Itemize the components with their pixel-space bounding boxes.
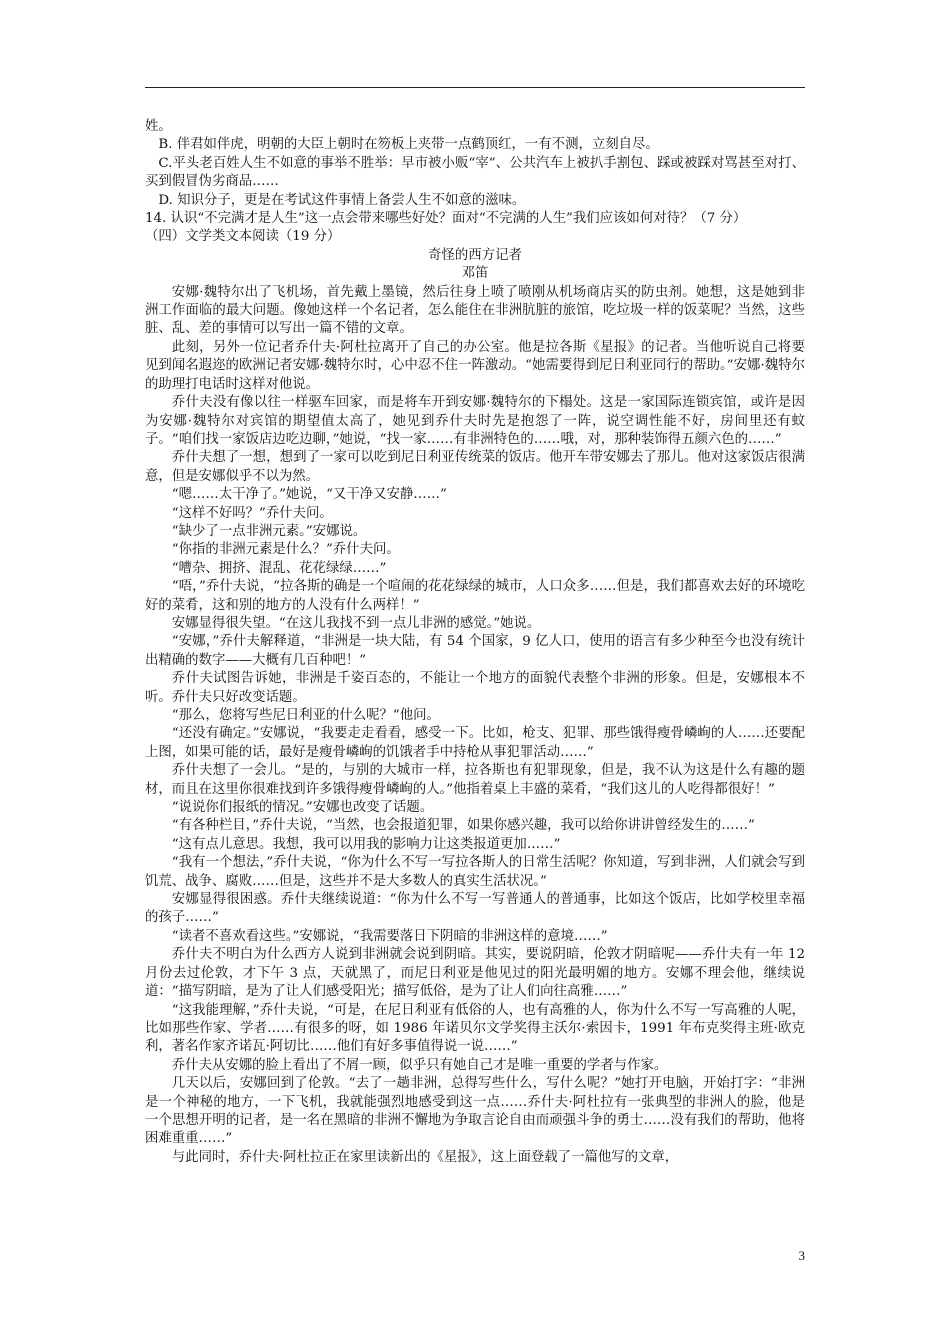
story-paragraph: 此刻，另外一位记者乔什夫·阿杜拉离开了自己的办公室。他是拉各斯《星报》的记者。当他听说自己将要见到闻名遐迩的欧洲记者安娜·魏特尔时，心中忍不住一阵激动。“她需要得到尼日利亚同行的帮助。”安娜·魏特尔的助理打电话时这样对他说。 (145, 339, 805, 392)
story-paragraph: “这样不好吗？”乔什夫问。 (171, 505, 333, 521)
story-paragraph: 安娜显得很困惑。乔什夫继续说道：“你为什么不写一写普通人的普通事，比如这个饭店，比如学校里幸福的孩子……” (145, 892, 805, 926)
story-paragraph: “安娜，”乔什夫解释道，“非洲是一块大陆，有 54 个国家，9 亿人口，使用的语言有多少种至今也没有统计出精确的数字——大概有几百种吧！” (145, 634, 805, 668)
story-paragraph: 与此同时，乔什夫·阿杜拉正在家里读新出的《星报》，这上面登载了一篇他写的文章， (171, 1149, 679, 1165)
story-paragraph: “你指的非洲元素是什么？”乔什夫问。 (171, 542, 400, 558)
header-rule (145, 87, 805, 88)
story-paragraph: 乔什夫从安娜的脸上看出了不屑一顾，似乎只有她自己才是唯一重要的学者与作家。 (171, 1057, 668, 1073)
story-author: 邓笛 (461, 266, 489, 282)
question-13-option-d: D. 知识分子，更是在考试这件事情上备尝人生不如意的滋味。 (158, 192, 526, 208)
page-number: 3 (798, 1248, 805, 1263)
story-paragraph: “嘈杂、拥挤、混乱、花花绿绿……” (171, 560, 387, 576)
story-paragraph: 乔什夫不明白为什么西方人说到非洲就会说到阴暗。其实，要说阴暗，伦敦才阴暗呢——乔什夫有一年 12 月份去过伦敦，才下午 3 点，天就黑了，而尼日利亚是他见过的阳光最明媚的地方。安娜不理会他，继续说道：“描写阴暗，是为了让人们感受阳光；描写低俗，是为了让人们向往高雅……” (145, 947, 805, 1000)
story-paragraph: 乔什夫想了一会儿。“是的，与别的大城市一样，拉各斯也有犯罪现象，但是，我不认为这是什么有趣的题材，而且在这里你很难找到许多饿得瘦骨嶙峋的人。”他指着桌上丰盛的菜肴，“我们这儿的人吃得都很好！” (145, 763, 805, 797)
story-paragraph: 安娜·魏特尔出了飞机场，首先戴上墨镜，然后往身上喷了喷刚从机场商店买的防虫剂。她想，这是她到非洲工作面临的最大问题。像她这样一个名记者，怎么能住在非洲肮脏的旅馆，吃垃圾一样的饭菜呢？当然，这些脏、乱、差的事情可以写出一篇不错的文章。 (145, 284, 805, 337)
story-paragraph: 几天以后，安娜回到了伦敦。“去了一趟非洲，总得写些什么，写什么呢？”她打开电脑，开始打字：“非洲是一个神秘的地方，一下飞机，我就能强烈地感受到这一点……乔什夫·阿杜拉有一张典型的非洲人的脸，他是一个思想开明的记者，是一名在黑暗的非洲不懈地为争取言论自由而顽强斗争的勇士……没有我们的帮助，他将困难重重……” (145, 1076, 805, 1147)
story-paragraph: “这我能理解，”乔什夫说，“可是，在尼日利亚有低俗的人，也有高雅的人，你为什么不写一写高雅的人呢，比如那些作家、学者……有很多的呀，如 1986 年诺贝尔文学奖得主沃尔·索因卡，1991 年布克奖得主班·欧克利，著名作家齐诺瓦·阿切比……他们有好多事值得说一说……” (145, 1002, 805, 1055)
story-paragraph: “读者不喜欢看这些。”安娜说，“我需要落日下阴暗的非洲这样的意境……” (171, 928, 608, 944)
story-paragraph: “嗯……太干净了。”她说，“又干净又安静……” (171, 487, 447, 503)
story-paragraph: “有各种栏目，”乔什夫说，“当然，也会报道犯罪，如果你感兴趣，我可以给你讲讲曾经发生的……” (171, 818, 755, 834)
section-heading: （四）文学类文本阅读（19 分） (145, 229, 341, 245)
story-paragraph: “唔，”乔什夫说，“拉各斯的确是一个喧闹的花花绿绿的城市，人口众多……但是，我们都喜欢去好的环境吃好的菜肴，这和别的地方的人没有什么两样！” (145, 579, 805, 613)
story-paragraph: 乔什夫试图告诉她，非洲是千姿百态的，不能让一个地方的面貌代表整个非洲的形象。但是，安娜根本不听。乔什夫只好改变话题。 (145, 671, 805, 705)
question-13-option-b: B. 伴君如伴虎，明朝的大臣上朝时在笏板上夹带一点鹤顶红，一有不测，立刻自尽。 (158, 137, 659, 153)
document-body (145, 118, 805, 1167)
question-13-b-continuation: 姓。 (145, 119, 172, 134)
story-paragraph: “说说你们报纸的情况。”安娜也改变了话题。 (171, 800, 434, 816)
story-paragraph: “缺少了一点非洲元素。”安娜说。 (171, 523, 367, 539)
story-paragraph: “那么，您将写些尼日利亚的什么呢？”他问。 (171, 708, 440, 723)
question-14: 14. 认识“不完满才是人生”这一点会带来哪些好处？面对“不完满的人生”我们应该如何对待？（7 分） (145, 211, 747, 227)
story-paragraph: 乔什夫想了一想，想到了一家可以吃到尼日利亚传统菜的饭店。他开车带安娜去了那儿。他对这家饭店很满意，但是安娜似乎不以为然。 (145, 450, 805, 484)
story-title: 奇怪的西方记者 (428, 247, 522, 263)
story-paragraph: “我有一个想法，”乔什夫说，“你为什么不写一写拉各斯人的日常生活呢？你知道，写到非洲，人们就会写到饥荒、战争、腐败……但是，这些并不是大多数人的真实生活状况。” (145, 855, 805, 889)
story-paragraph: “这有点儿意思。我想，我可以用我的影响力让这类报道更加……” (171, 836, 561, 852)
question-13-option-c: C.平头老百姓人生不如意的事举不胜举：早市被小贩“宰”、公共汽车上被扒手割包、踩或被踩对骂甚至对打、买到假冒伪劣商品…… (145, 155, 805, 190)
story-paragraph: “还没有确定。”安娜说，“我要走走看看，感受一下。比如，枪支、犯罪、那些饿得瘦骨嶙峋的人……还要配上图，如果可能的话，最好是瘦骨嶙峋的饥饿者手中持枪从事犯罪活动……” (145, 726, 805, 760)
story-paragraph: 安娜显得很失望。“在这儿我找不到一点儿非洲的感觉。”她说。 (171, 615, 541, 631)
story-paragraph: 乔什夫没有像以往一样驱车回家，而是将车开到安娜·魏特尔的下榻处。这是一家国际连锁宾馆，或许是因为安娜·魏特尔对宾馆的期望值太高了，她见到乔什夫时先是抱怨了一阵，说空调性能不好，房间里还有蚊子。“咱们找一家饭店边吃边聊，”她说，“找一家……有非洲特色的……哦，对，那种装饰得五颜六色的……” (145, 395, 805, 447)
